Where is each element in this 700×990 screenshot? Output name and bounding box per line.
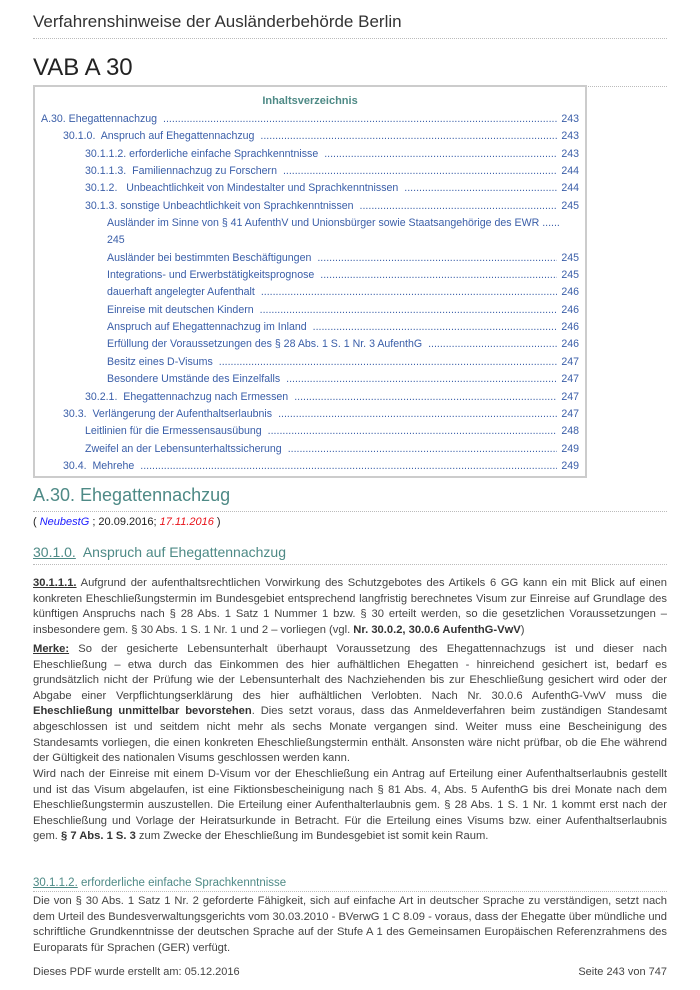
toc-item-page: 245	[561, 269, 579, 282]
footer-page-number: Seite 243 von 747	[578, 966, 667, 978]
paragraph-d-visum	[33, 767, 667, 845]
toc-leader: ......	[539, 217, 560, 230]
toc-item-page: 246	[561, 286, 579, 299]
toc-item[interactable]	[41, 146, 579, 163]
meta-date-changed: 17.11.2016	[159, 516, 214, 528]
toc-item-page: 245	[107, 234, 125, 247]
toc-title: Inhaltsverzeichnis	[262, 95, 358, 107]
toc-item[interactable]	[41, 441, 579, 458]
toc-item-text: Zweifel an der Lebensunterhaltssicherung	[85, 442, 282, 455]
toc-item-page: 246	[561, 303, 579, 316]
toc-leader	[404, 180, 557, 197]
paragraph-text: So der gesicherte Lebensunterhalt überhaupt Voraussetzung des Ehegattennachzugs ist und dieser nach Eheschließung – etwa durch das Einkommen des hier aufhältlichen Ehegatten - hinreichend gesichert ist, bedarf es grundsätzlich nicht der Prüfung wie der Lebensunterhalt des Nachziehenden bis zur Eheschließung gesichert wird oder der Abgabe einer Verpflichtungserklärung des hier aufhältlichen Verlobten. Nach Nr. 30.0.6 AufenthG-VwV muss die	[33, 643, 667, 702]
law-link[interactable]: NeubestG	[39, 516, 90, 528]
footer-created: Dieses PDF wurde erstellt am: 05.12.2016	[33, 966, 240, 978]
toc-item-page: 247	[561, 373, 579, 386]
toc-item-page: 245	[561, 251, 579, 264]
paragraph-number: 30.1.1.1.	[33, 577, 77, 589]
page-title: VAB A 30	[33, 54, 667, 87]
toc-item-page: 247	[561, 355, 579, 368]
subsection-number-link[interactable]: 30.1.0.	[33, 544, 76, 560]
toc-item[interactable]	[41, 128, 579, 145]
subsection-title: erforderliche einfache Sprachkenntnisse	[77, 877, 287, 889]
toc-item-text: 30.1.3. sonstige Unbeachtlichkeit von Sprachkenntnissen	[85, 199, 354, 212]
paragraph-sprachkenntnisse: Die von § 30 Abs. 1 Satz 1 Nr. 2 geforderte Fähigkeit, sich auf einfache Art in deutscher Sprache zu verständigen, setzt nach dem Urteil des Bundesverwaltungsgerichts vom 30.03.2010 - BVerwG 1 C 8.09 - voraus, dass der Ehegatte über mündliche und schriftliche Grundkenntnisse der deutschen Sprache auf der Stufe A 1 des Gemeinsamen Europäischen Referenzrahmens des Europarats für Sprachen (GER) verfügt.	[33, 895, 667, 954]
toc-item-page: 245	[561, 199, 579, 212]
toc-item[interactable]	[41, 458, 579, 475]
toc-item-page: 243	[561, 130, 579, 143]
toc-item-text: Integrations- und Erwerbstätigkeitsprognose	[107, 269, 315, 282]
paragraph-text-2: . Dies setzt voraus, dass das Anmeldeverfahren beim zuständigen Standesamt abgeschlossen ist und seitdem nicht mehr als sechs Monate vergangen sind. Weiter muss eine Bescheinigung des Standesamts vorliegen, die einen konkreten Eheschließungstermin enthält. Ansonsten wäre nicht prüfbar, ob die Ehe während der Gültigkeit des nationalen Visums geschlossen werden kann.	[33, 705, 668, 765]
toc-item-text: Einreise mit deutschen Kindern	[107, 303, 254, 316]
toc-leader	[219, 354, 558, 371]
toc-item[interactable]	[41, 111, 579, 128]
toc-leader	[294, 389, 557, 406]
toc-item[interactable]	[41, 180, 579, 197]
toc-leader	[268, 423, 558, 440]
toc-leader	[428, 336, 557, 353]
toc-leader	[140, 458, 557, 475]
toc-item-text: Besondere Umstände des Einzelfalls	[107, 373, 281, 386]
toc-item-page: 249	[561, 442, 579, 455]
toc-item-text: 30.1.0. Anspruch auf Ehegattennachzug	[63, 130, 255, 143]
toc-item[interactable]	[41, 302, 579, 319]
toc-leader	[283, 163, 557, 180]
toc-leader	[260, 302, 558, 319]
paragraph-end: )	[520, 623, 525, 636]
toc-item[interactable]	[41, 215, 579, 250]
paragraph-text-2: zum Zwecke der Eheschließung im Bundesgebiet ist somit kein Raum.	[135, 830, 489, 843]
toc-item-text: 30.1.2. Unbeachtlichkeit von Mindestalter und Sprachkenntnissen	[85, 182, 399, 195]
toc-item-text: 30.4. Mehrehe	[63, 459, 135, 472]
toc-item[interactable]	[41, 163, 579, 180]
toc-item[interactable]	[41, 319, 579, 336]
subsection-title: Anspruch auf Ehegattennachzug	[75, 544, 286, 560]
toc-item-text: 30.3. Verlängerung der Aufenthaltserlaubnis	[63, 407, 273, 420]
document-header: Verfahrenshinweise der Ausländerbehörde Berlin	[33, 12, 667, 39]
toc-item-page: 243	[561, 147, 579, 160]
toc-item-text: 30.2.1. Ehegattennachzug nach Ermessen	[85, 390, 289, 403]
toc-item-page: 247	[561, 407, 579, 420]
toc-leader	[324, 146, 557, 163]
paragraph-reference: § 7 Abs. 1 S. 3	[60, 830, 136, 843]
toc-item-page: 244	[561, 182, 579, 195]
toc-leader	[261, 284, 557, 301]
toc-item-text: dauerhaft angelegter Aufenthalt	[107, 286, 255, 299]
toc-item[interactable]	[41, 284, 579, 301]
toc-item-page: 246	[561, 321, 579, 334]
toc-item-page: 246	[561, 338, 579, 351]
subsection-number-link[interactable]: 30.1.1.2.	[33, 877, 78, 889]
toc-leader	[360, 198, 558, 215]
meta-open: (	[33, 516, 40, 528]
paragraph-30-1-1-1	[33, 576, 667, 638]
toc-item[interactable]	[41, 354, 579, 371]
toc-item-text: Ausländer bei bestimmten Beschäftigungen	[107, 251, 312, 264]
toc-item-page: 244	[561, 165, 579, 178]
toc-item-page: 249	[561, 459, 579, 472]
toc-item-page: 247	[561, 390, 579, 403]
merke-label: Merke:	[33, 643, 70, 655]
toc-list	[41, 111, 579, 475]
section-meta	[33, 516, 221, 528]
paragraph-text: Wird nach der Einreise mit einem D-Visum vor der Eheschließung ein Antrag auf Erteilung einer Aufenthaltserlaubnis gestellt und ist das Visum abgelaufen, ist eine Fiktionsbescheinigung nach § 81 Abs. 4, Abs. 5 AufenthG bis drei Monate nach dem Eheschließungstermin auszustellen. Die Erteilung einer Aufenthalterlaubnis gem. § 28 Abs. 1 S. 1 Nr. 1 kommt erst nach der Eheschließung und Vorlage der Heiratsurkunde in Betracht. Für die Erteilung eines Visums bzw. einer Aufenthaltserlaubnis gem.	[33, 768, 667, 843]
meta-date: ; 20.09.2016;	[89, 516, 160, 528]
subsection-heading-2	[33, 877, 667, 892]
toc-item[interactable]	[41, 336, 579, 353]
toc-item-page: 243	[561, 113, 579, 125]
toc-leader	[317, 250, 557, 267]
toc-item-text: Anspruch auf Ehegattennachzug im Inland	[107, 321, 307, 334]
toc-leader	[286, 371, 557, 388]
toc-item[interactable]	[41, 389, 579, 406]
toc-leader	[260, 128, 557, 145]
toc-item-text: A.30. Ehegattennachzug	[41, 113, 158, 125]
paragraph-merke	[33, 642, 667, 767]
paragraph-text: Aufgrund der aufenthaltsrechtlichen Vorwirkung des Schutzgebotes des Artikels 6 GG kann ein mit Blick auf einen konkreten Eheschließungstermin im Bundesgebiet entsprechend langfristig berechnetes Visum zur Einreise auf Grundlage des künftigen Anspruchs nach § 28 Abs. 1 Satz 1 Nummer 1 bzw. § 30 erteilt werden, so die gesetzlichen Voraussetzungen – insbesondere gem. § 30 Abs. 1 S. 1 Nr. 1 und 2 – vorliegen (vgl.	[33, 577, 667, 636]
paragraph-reference: Nr. 30.0.2, 30.0.6 AufenthG-VwV	[353, 623, 521, 636]
meta-close: )	[213, 516, 221, 528]
table-of-contents	[33, 85, 587, 478]
toc-item-text: Leitlinien für die Ermessensausübung	[85, 425, 262, 438]
toc-leader	[278, 406, 557, 423]
toc-item-text: Besitz eines D-Visums	[107, 355, 213, 368]
toc-item[interactable]	[41, 267, 579, 284]
toc-item[interactable]	[41, 423, 579, 440]
toc-item-text: 30.1.1.2. erforderliche einfache Sprachkenntnisse	[85, 147, 319, 160]
section-heading: A.30. Ehegattennachzug	[33, 485, 667, 512]
toc-item[interactable]	[41, 371, 579, 388]
toc-item[interactable]	[41, 198, 579, 215]
toc-leader	[288, 441, 558, 458]
toc-item-page: 248	[561, 425, 579, 438]
toc-leader	[163, 111, 557, 128]
subsection-heading	[33, 544, 667, 565]
toc-item-text: Ausländer im Sinne von § 41 AufenthV und Unionsbürger sowie Staatsangehörige des EWR	[107, 217, 540, 230]
toc-item-text: Erfüllung der Voraussetzungen des § 28 Abs. 1 S. 1 Nr. 3 AufenthG	[107, 338, 423, 351]
toc-item[interactable]	[41, 250, 579, 267]
toc-leader	[320, 267, 557, 284]
toc-item[interactable]	[41, 406, 579, 423]
toc-leader	[313, 319, 558, 336]
paragraph-emphasis: Eheschließung unmittelbar bevorstehen	[33, 705, 252, 718]
toc-item-text: 30.1.1.3. Familiennachzug zu Forschern	[85, 165, 277, 178]
